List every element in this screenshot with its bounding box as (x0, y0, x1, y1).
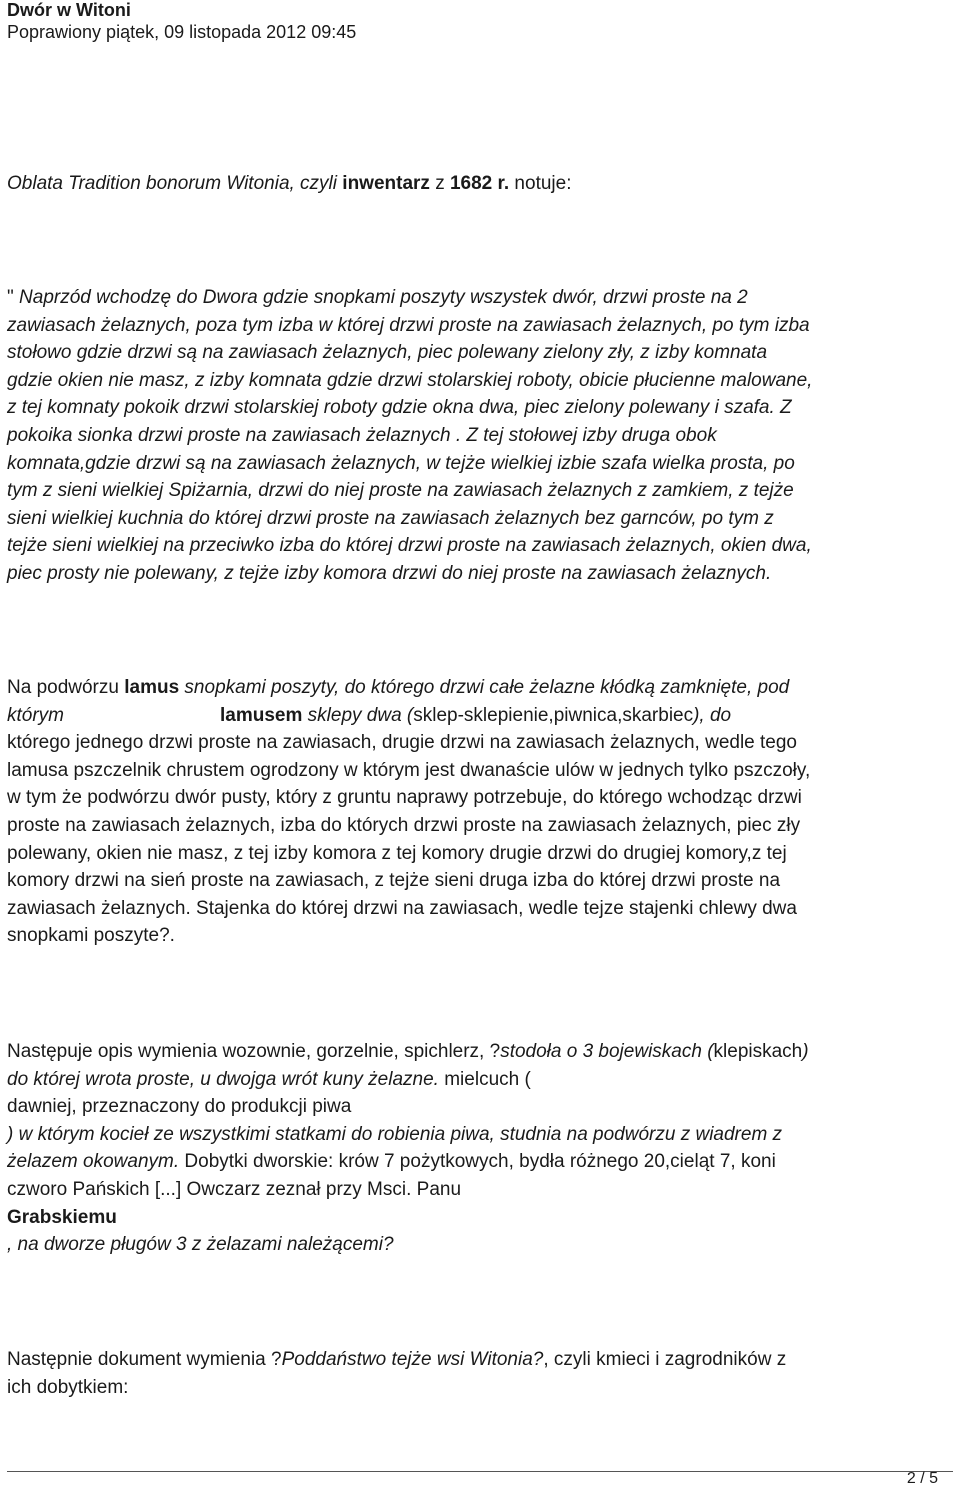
text-line: " (7, 287, 20, 308)
text-line: żelazem okowanym. (7, 1151, 185, 1173)
text-line: pokoika sionka drzwi proste na zawiasach żelaznych . Z tej stołowej izby druga obok (7, 424, 717, 446)
text-line: Na podwórzu (7, 677, 125, 698)
lamusem-word: lamusem (220, 704, 303, 726)
intro-text: Oblata Tradition bonorum Witonia, czyli (7, 173, 343, 194)
text-line: proste na zawiasach żelaznych, izba do których drzwi proste na zawiasach żelaznych, piec zły (7, 814, 801, 836)
text-line: komnata,gdzie drzwi są na zawiasach żelaznych, w tejże wielkiej izbie szafa wielka prosta, po (7, 452, 795, 474)
text-line: mielcuch ( (444, 1068, 531, 1090)
text-line: tejże sieni wielkiej na przeciwko izba do której drzwi proste na zawiasach żelaznych, okien dwa, (7, 535, 812, 557)
text-line: dawniej, przeznaczony do produkcji piwa (7, 1096, 352, 1118)
text-line: do której wrota proste, u dwojga wrót kuny żelazne. (7, 1068, 445, 1090)
text-line: czworo Pańskich [...] (7, 1178, 187, 1200)
text-line: komory drzwi na sień proste na zawiasach, z tejże sieni druga izba do której drzwi proste na (7, 870, 781, 892)
text-line: Dobytki dworskie: krów 7 pożytkowych, bydła różnego 20,cieląt 7, koni (184, 1151, 776, 1173)
text-line: Owczarz zeznał przy Msci. Panu (186, 1178, 462, 1200)
text-line: piec prosty nie polewany, z tejże izby komora drzwi do niej proste na zawiasach żelaznych. (7, 562, 772, 584)
manor-description-paragraph (7, 284, 959, 588)
text-line: klepiskach (713, 1041, 803, 1062)
text-line: tym z sieni wielkiej Spiżarnia, drzwi do niej proste na zawiasach żelaznych z zamkiem, z tejże (7, 480, 794, 502)
text-line: gdzie okien nie masz, z izby komnata gdzie drzwi stolarskiej roboty, obicie płucienne malowane, (7, 369, 813, 391)
text-line: sieni wielkiej kuchnia do której drzwi proste na zawiasach żelaznych bez garnców, po tym z (7, 507, 774, 529)
text-line: stołowo gdzie drzwi są na zawiasach żelaznych, piec polewany zielony zły, z izby komnata (7, 342, 768, 364)
text-line: sklep-sklepienie,piwnica,skarbiec (413, 704, 694, 726)
yard-description-paragraph (7, 674, 959, 950)
grabski-name: Grabskiemu (7, 1206, 117, 1228)
text-line: , czyli kmieci i zagrodników z (543, 1349, 787, 1370)
intro-paragraph (7, 170, 959, 198)
text-line: zawiasach żelaznych, poza tym izba w której drzwi proste na zawiasach żelaznych, po tym izba (7, 314, 810, 336)
inventory-word: inwentarz (342, 173, 430, 194)
text-line: z tej komnaty pokoik drzwi stolarskiej roboty gdzie okna dwa, piec zielony polewany i szafa. Z (7, 397, 792, 419)
page-number: 2 / 5 (906, 1470, 938, 1487)
serfdom-paragraph (7, 1346, 959, 1401)
page-title: Dwór w Witoni (7, 0, 131, 20)
text-line: Następuje opis wymienia wozownie, gorzelnie, spichlerz, ? (7, 1041, 501, 1062)
text-line: ich dobytkiem: (7, 1376, 129, 1398)
footer-divider (7, 1471, 953, 1472)
year-text: 1682 r. (449, 173, 510, 194)
text-line: ) (802, 1041, 809, 1062)
text-line: Naprzód wchodzę do Dwora gdzie snopkami poszyty wszystek dwór, drzwi proste na 2 (19, 287, 748, 308)
text-line: ), do (693, 704, 732, 726)
text-line: , na dworze pługów 3 z żelazami należącemi? (7, 1234, 394, 1256)
text-line: Poddaństwo tejże wsi Witonia? (281, 1349, 544, 1370)
text-line: polewany, okien nie masz, z tej izby komora z tej komory drugie drzwi do drugiej komory,z tej (7, 842, 787, 864)
text-line: zawiasach żelaznych. Stajenka do której drzwi na zawiasach, wedle tejze stajenki chlewy dwa (7, 897, 797, 919)
text-line: ) w którym kocieł ze wszystkimi statkami do robienia piwa, studnia na podwórzu z wiadrem z (7, 1123, 783, 1145)
text-line: którym (7, 704, 64, 726)
intro-text: notuje: (509, 173, 572, 194)
text-line: lamusa pszczelnik chrustem ogrodzony w którym jest dwanaście ulów w jednych tylko pszczoły, (7, 759, 811, 781)
intro-text: z (429, 173, 450, 194)
text-line: którego jednego drzwi proste na zawiasach, drugie drzwi na zawiasach żelaznych, wedle tego (7, 732, 797, 754)
text-line: sklepy dwa ( (302, 704, 414, 726)
modified-date: Poprawiony piątek, 09 listopada 2012 09:45 (7, 22, 357, 42)
text-line: Następnie dokument wymienia ? (7, 1349, 282, 1370)
text-line: stodoła o 3 bojewiskach ( (500, 1041, 714, 1062)
lamus-word: lamus (124, 677, 180, 698)
outbuildings-paragraph (7, 1038, 959, 1259)
text-line: snopkami poszyty, do którego drzwi całe żelazne kłódką zamknięte, pod (179, 677, 790, 698)
text-line: snopkami poszyte?. (7, 925, 175, 947)
text-line: w tym że podwórzu dwór pusty, który z gruntu naprawy potrzebuje, do którego wchodząc drzwi (7, 787, 802, 809)
